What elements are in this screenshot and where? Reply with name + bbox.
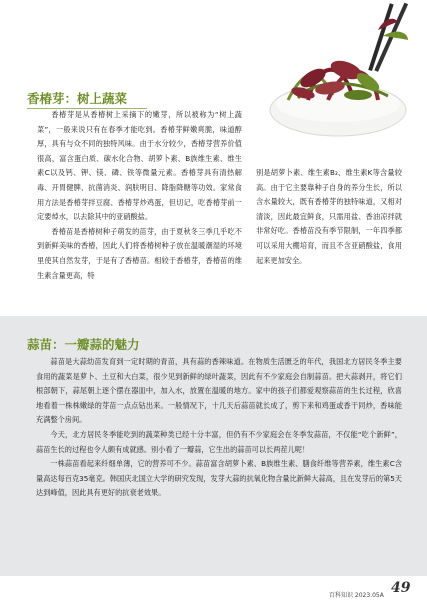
magazine-issue-label: 百科知识 2023.05A (329, 592, 384, 599)
section2-body (36, 355, 402, 501)
section-title-garlic-sprout: 蒜苗：一瓣蒜的魅力 (27, 337, 140, 352)
paragraph: 别是胡萝卜素、维生素B₂、维生素K等含量较高。由于它主要靠种子自身的养分生长，所以含水量较大，既有香椿芽的独特味道，又相对清淡，因此最宜鲜食，只需用盐、香油凉拌就非常好吃。香椿苗没有季节限制，一年四季都可以采用大棚培育，而且不含亚硝酸盐，食用起来更加安全。 (256, 168, 402, 265)
toon-sprout-photo (258, 0, 427, 150)
section-title-toon-sprout: 香椿芽：树上蔬菜 (27, 91, 128, 106)
paragraph: 今天，北方居民冬季能吃到的蔬菜种类已经十分丰富，但仍有不少家庭会在冬季发蒜苗，不仅能“吃个新鲜”，蒜苗生长的过程也令人颇有成就感。别小看了一瓣蒜，它生出的蒜苗可以长两茬儿呢！ (36, 429, 402, 454)
page-number: 49 (391, 580, 411, 596)
section1-column-2 (256, 166, 402, 268)
section1-column-1 (37, 108, 242, 283)
paragraph: 蒜苗是大蒜幼苗发育到一定时期的青苗，具有蒜的香辣味道。在物质生活匮乏的年代，我国北方居民冬季主要食用的蔬菜是萝卜、土豆和大白菜，很少见到新鲜的绿叶蔬菜，因此有不少家庭会自制蒜苗。把大蒜剥开，将它们根部朝下，蒜尾朝上逐个摆在器皿中，加入水，放置在温暖的地方。家中的孩子们都爱观察蒜苗的生长过程，欣喜地看着一株株嫩绿的芽苗一点点钻出来。一般情况下，十几天后蒜苗就长成了，剪下来和鸡蛋或香干同炒，香味能充满整个房间。 (36, 357, 402, 425)
paragraph: 一株蒜苗看起来纤细单薄，它的营养可不少。蒜苗富含胡萝卜素、B族维生素、膳食纤维等营养素，维生素C含量高达每百克35毫克。韩国庆北国立大学的研究发现，发芽大蒜的抗氧化物含量比新鲜大蒜高，且在发芽后的第5天达到峰值，因此具有更好的抗衰老效果。 (36, 459, 402, 498)
paragraph: 香椿苗是香椿树种子萌发的苗芽，由于夏秋冬三季几乎吃不到新鲜美味的香椿，因此人们将香椿树种子放在温暖潮湿的环境里使其自然发芽，于是有了香椿苗。相较于香椿芽，香椿苗的维生素含量更高，特 (37, 226, 242, 280)
paragraph: 香椿芽是从香椿树上采摘下的嫩芽，所以被称为“树上蔬菜”，一般来说只有在春季才能吃到。香椿芽鲜嫩爽脆，味道醇厚，具有与众不同的独特风味。由于水分较少，香椿芽营养价值很高，富含蛋白质、碳水化合物、胡萝卜素、B族维生素、维生素C以及钙、钾、镁、磷、铁等微量元素。香椿芽具有清热解毒、开胃健脾、抗菌消炎、润肤明目、降脂降糖等功效。家常食用方法是香椿芽拌豆腐、香椿芽炒鸡蛋，但切记，吃香椿芽前一定要焯水，以去除其中的亚硝酸盐。 (37, 110, 242, 222)
